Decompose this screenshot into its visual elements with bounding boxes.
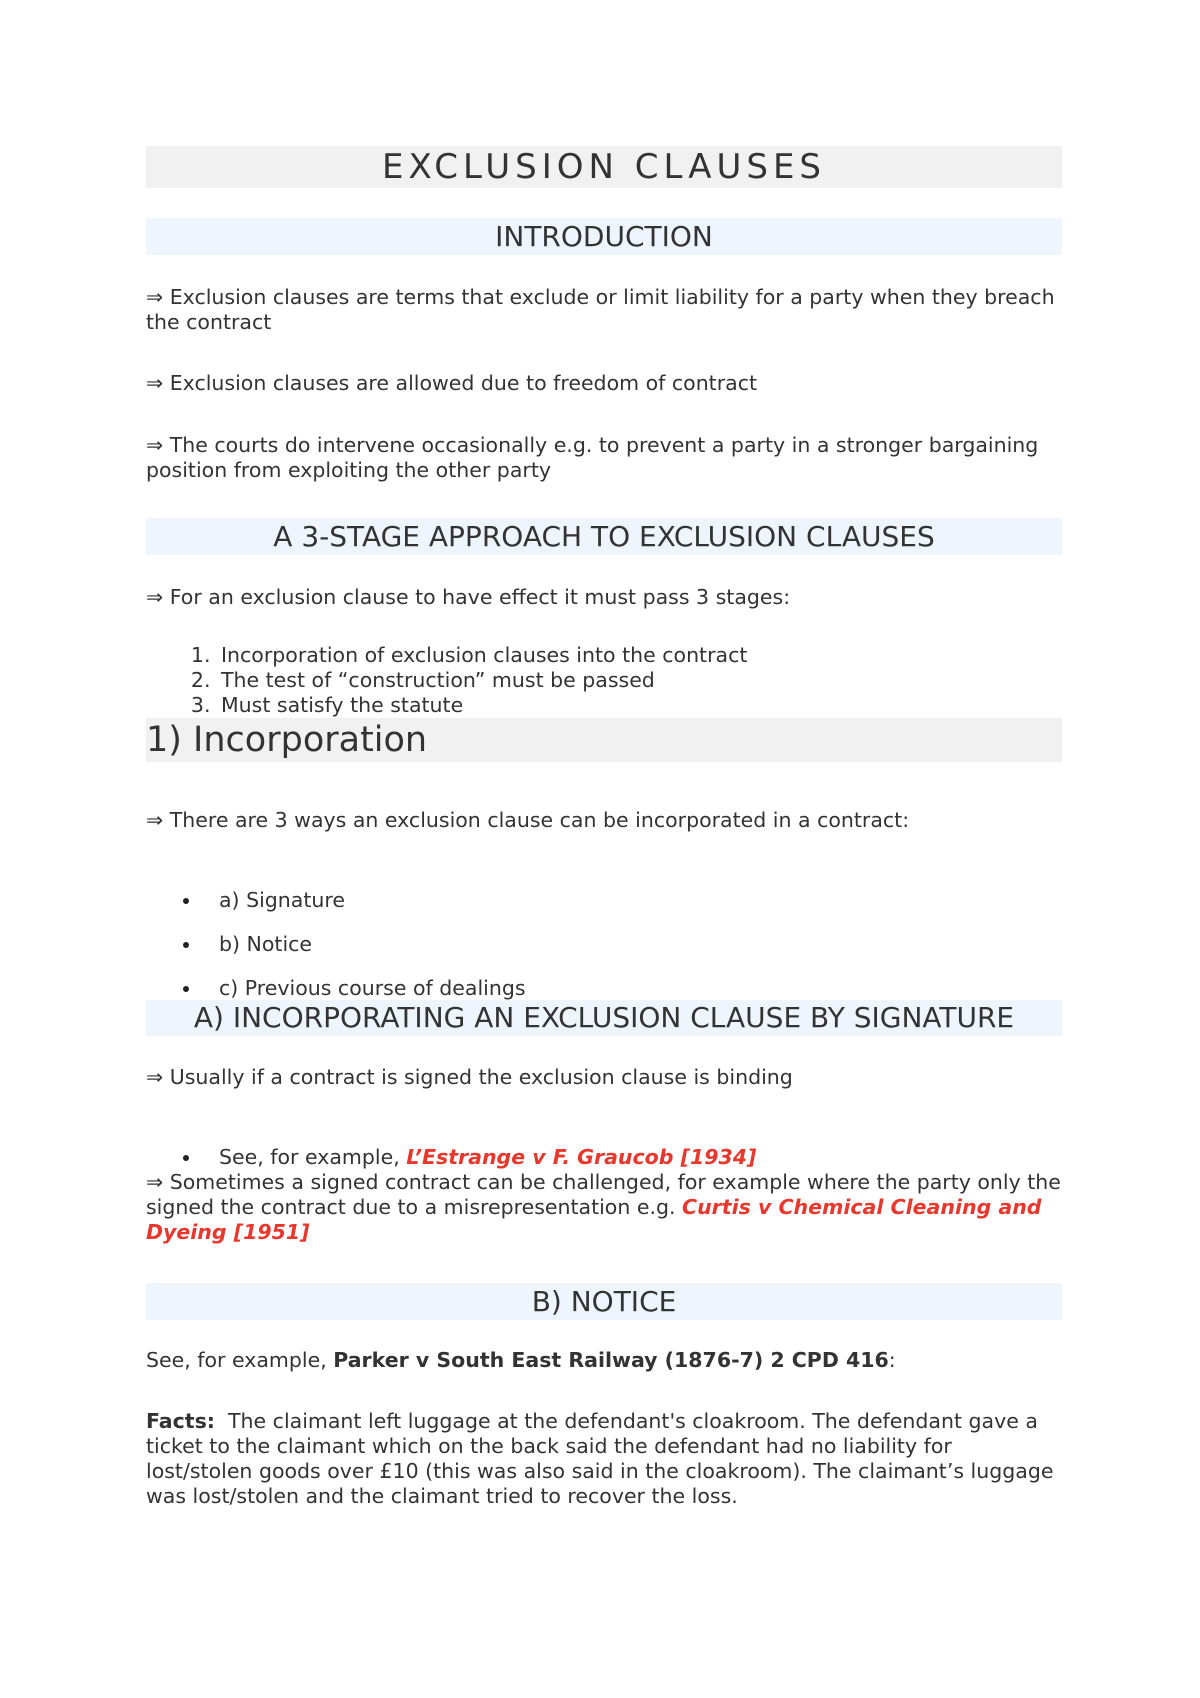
intro-heading-band	[146, 218, 1062, 255]
list-item	[219, 976, 526, 1001]
stage-item: 3. Must satisfy the statute	[217, 693, 747, 718]
case-citation: Parker v South East Railway (1876-7) 2 CPD 416	[333, 1348, 889, 1372]
incorporation-lead-text: There are 3 ways an exclusion clause can be incorporated in a contract:	[169, 808, 910, 832]
intro-point-3-text: The courts do intervene occasionally e.g. to prevent a party in a stronger bargaining position from exploiting the other party	[146, 433, 1039, 482]
intro-heading: INTRODUCTION	[495, 220, 713, 253]
signature-challenge-text: Sometimes a signed contract can be challenged, for example where the party only the signed the contract due to a misrepresentation e.g.	[146, 1170, 1061, 1219]
approach-lead-text: For an exclusion clause to have effect it must pass 3 stages:	[169, 585, 791, 609]
signature-lead-text: Usually if a contract is signed the exclusion clause is binding	[169, 1065, 793, 1089]
signature-example-list	[146, 1145, 756, 1170]
intro-point-3	[146, 433, 1062, 483]
approach-heading-band	[146, 518, 1062, 555]
notice-facts	[146, 1409, 1062, 1509]
signature-lead	[146, 1065, 1062, 1090]
incorporation-lead	[146, 808, 1062, 833]
stage-item: 1. Incorporation of exclusion clauses into the contract	[217, 643, 747, 668]
page-title: EXCLUSION CLAUSES	[381, 147, 827, 187]
signature-challenge	[146, 1170, 1062, 1245]
stages-list	[146, 643, 747, 718]
signature-heading-band	[146, 1000, 1062, 1036]
arrow-icon: ⇒	[146, 808, 164, 832]
arrow-icon: ⇒	[146, 433, 164, 457]
intro-point-2-text: Exclusion clauses are allowed due to freedom of contract	[169, 371, 758, 395]
notice-heading-band	[146, 1283, 1062, 1320]
notice-example	[146, 1348, 1062, 1373]
case-citation: Curtis v Chemical Cleaning and Dyeing [1951]	[146, 1195, 1042, 1244]
way-c: c) Previous course of dealings	[219, 976, 526, 1000]
arrow-icon: ⇒	[146, 1065, 164, 1089]
notice-example-prefix: See, for example,	[146, 1348, 334, 1372]
list-item	[219, 888, 526, 913]
bullet-icon	[183, 898, 189, 904]
notice-heading: B) NOTICE	[531, 1285, 677, 1318]
approach-heading: A 3-STAGE APPROACH TO EXCLUSION CLAUSES	[273, 520, 935, 553]
ways-list	[146, 888, 526, 1001]
stage-item: 2. The test of “construction” must be passed	[217, 668, 747, 693]
arrow-icon: ⇒	[146, 1170, 164, 1194]
signature-example-prefix: See, for example,	[219, 1145, 407, 1169]
arrow-icon: ⇒	[146, 371, 164, 395]
bullet-icon	[183, 986, 189, 992]
list-item	[219, 932, 526, 957]
intro-point-1	[146, 285, 1062, 335]
approach-lead	[146, 585, 1062, 610]
notice-example-suffix: :	[888, 1348, 896, 1372]
bullet-icon	[183, 942, 189, 948]
intro-point-1-text: Exclusion clauses are terms that exclude or limit liability for a party when they breach the contract	[146, 285, 1055, 334]
facts-text: The claimant left luggage at the defendant's cloakroom. The defendant gave a ticket to the claimant which on the back said the defendant had no liability for lost/stolen goods over £10 (this was also said in the cloakroom). The claimant’s luggage was lost/stolen and the claimant tried to recover the loss.	[146, 1409, 1060, 1508]
arrow-icon: ⇒	[146, 285, 164, 309]
signature-heading: A) INCORPORATING AN EXCLUSION CLAUSE BY SIGNATURE	[193, 1001, 1015, 1034]
arrow-icon: ⇒	[146, 585, 164, 609]
intro-point-2	[146, 371, 1062, 396]
list-item	[219, 1145, 756, 1170]
incorporation-heading: 1) Incorporation	[146, 720, 428, 760]
facts-label: Facts:	[146, 1409, 215, 1433]
case-citation: L’Estrange v F. Graucob [1934]	[406, 1145, 757, 1169]
way-a: a) Signature	[219, 888, 345, 912]
way-b: b) Notice	[219, 932, 313, 956]
bullet-icon	[183, 1155, 189, 1161]
